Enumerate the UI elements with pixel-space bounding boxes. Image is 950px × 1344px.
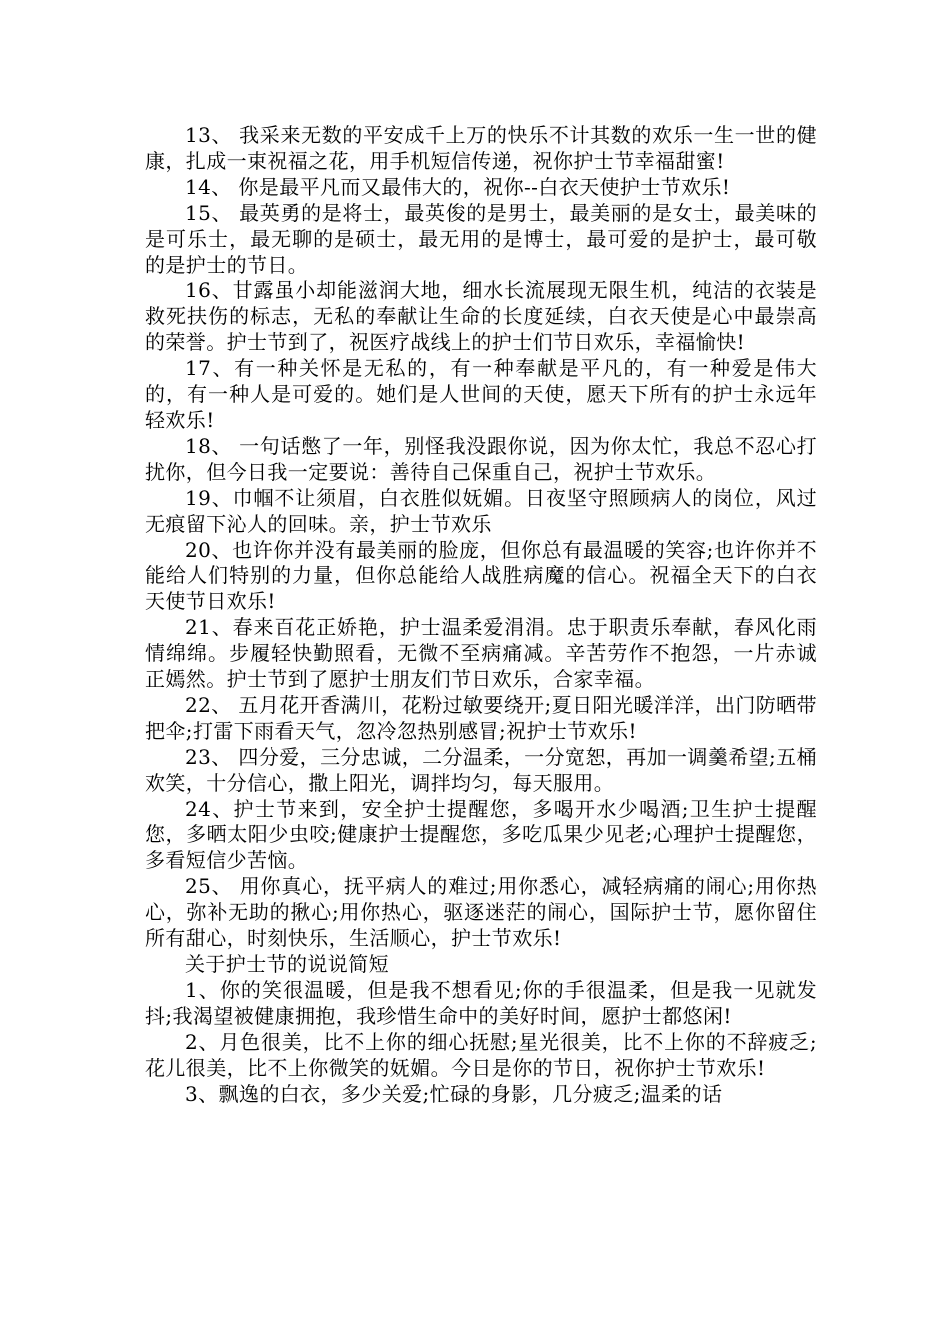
paragraph-17: 17、有一种关怀是无私的，有一种奉献是平凡的，有一种爱是伟大的，有一种人是可爱的。她们是人世间的天使，愿天下所有的护士永远年轻欢乐!	[145, 356, 817, 432]
short-paragraph-3: 3、飘逸的白衣，多少关爱;忙碌的身影，几分疲乏;温柔的话	[185, 1081, 723, 1106]
paragraph-18: 18、 一句话憋了一年，别怪我没跟你说，因为你太忙，我总不忍心打扰你，但今日我一定要说：善待自己保重自己，祝护士节欢乐。	[145, 433, 817, 484]
paragraph-14: 14、 你是最平凡而又最伟大的，祝你--白衣天使护士节欢乐!	[185, 174, 731, 199]
section-heading: 关于护士节的说说简短	[185, 952, 389, 976]
paragraph-13: 13、 我采来无数的平安成千上万的快乐不计其数的欢乐一生一世的健康，扎成一束祝福之花，用手机短信传递，祝你护士节幸福甜蜜!	[145, 123, 817, 173]
paragraph-16: 16、甘露虽小却能滋润大地，细水长流展现无限生机，纯洁的衣装是救死扶伤的标志，无私的奉献让生命的长度延续，白衣天使是心中最崇高的荣誉。护士节到了，祝医疗战线上的护士们节日欢乐，幸福愉快!	[145, 278, 817, 355]
paragraph-25: 25、 用你真心，抚平病人的难过;用你悉心，减轻病痛的闹心;用你热心，弥补无助的揪心;用你热心，驱逐迷茫的闹心，国际护士节，愿你留住所有甜心，时刻快乐，生活顺心，护士节欢乐!	[145, 874, 817, 951]
paragraph-15: 15、 最英勇的是将士，最英俊的是男士，最美丽的是女士，最美味的是可乐士，最无聊的是硕士，最无用的是博士，最可爱的是护士，最可敬的是护士的节日。	[145, 200, 817, 277]
paragraph-19: 19、巾帼不让须眉，白衣胜似妩媚。日夜坚守照顾病人的岗位，风过无痕留下沁人的回味。亲，护士节欢乐	[145, 485, 817, 536]
document-body	[145, 123, 817, 1107]
short-paragraph-1: 1、你的笑很温暖，但是我不想看见;你的手很温柔，但是我一见就发抖;我渴望被健康拥抱，我珍惜生命中的美好时间，愿护士都悠闲!	[145, 977, 817, 1028]
paragraph-23: 23、 四分爱，三分忠诚，二分温柔，一分宽恕，再加一调羹希望;五桶欢笑，十分信心，撒上阳光，调拌均匀，每天服用。	[145, 744, 817, 795]
paragraph-24: 24、护士节来到，安全护士提醒您，多喝开水少喝酒;卫生护士提醒您，多晒太阳少虫咬;健康护士提醒您，多吃瓜果少见老;心理护士提醒您，多看短信少苦恼。	[145, 796, 817, 873]
paragraph-20: 20、也许你并没有最美丽的脸庞，但你总有最温暖的笑容;也许你并不能给人们特别的力量，但你总能给人战胜病魔的信心。祝福全天下的白衣天使节日欢乐!	[145, 537, 817, 614]
paragraph-22: 22、 五月花开香满川，花粉过敏要绕开;夏日阳光暖洋洋，出门防晒带把伞;打雷下雨看天气，忽冷忽热别感冒;祝护士节欢乐!	[145, 692, 817, 743]
short-paragraph-2: 2、月色很美，比不上你的细心抚慰;星光很美，比不上你的不辞疲乏;花儿很美，比不上你微笑的妩媚。今日是你的节日，祝你护士节欢乐!	[145, 1029, 817, 1080]
paragraph-21: 21、春来百花正娇艳，护士温柔爱涓涓。忠于职责乐奉献，春风化雨情绵绵。步履轻快勤照看，无微不至病痛减。辛苦劳作不抱怨，一片赤诚正嫣然。护士节到了愿护士朋友们节日欢乐，合家幸福。	[145, 615, 817, 692]
